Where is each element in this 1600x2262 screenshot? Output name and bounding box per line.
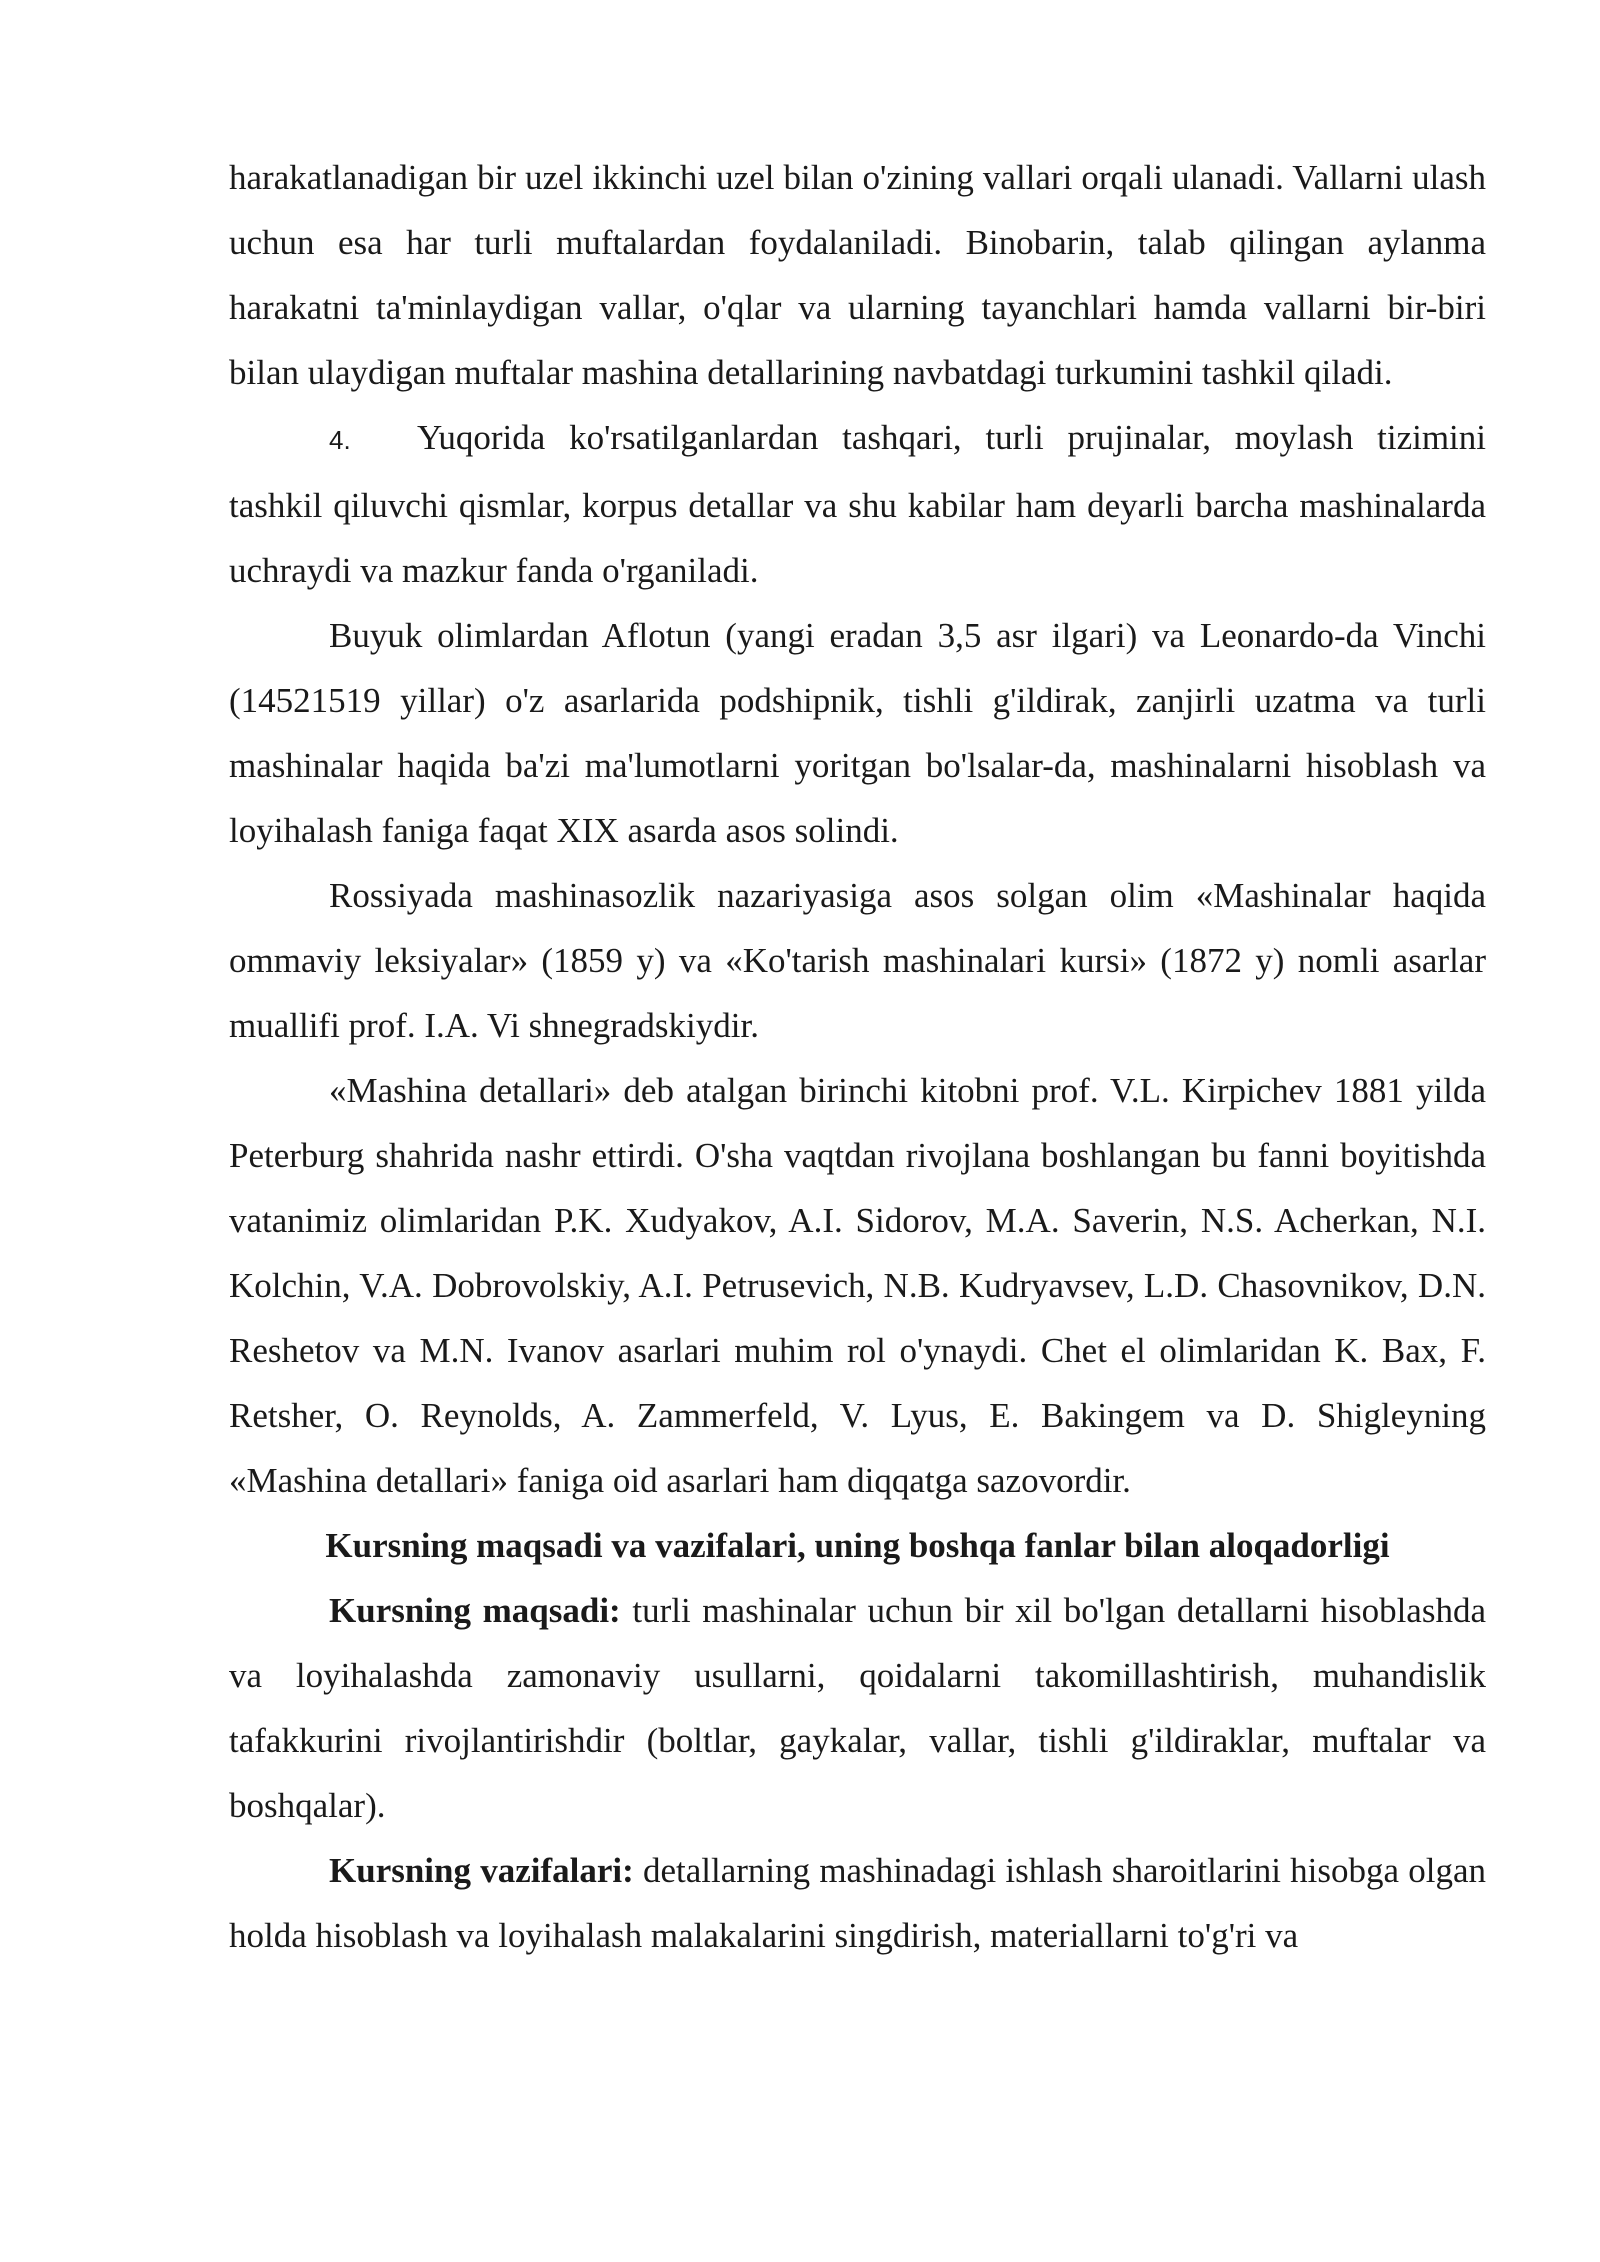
paragraph-vallar: harakatlanadigan bir uzel ikkinchi uzel bilan o'zining vallari orqali ulanadi. Vallarni ulash uchun esa har turli muftalardan foydalaniladi. Binobarin, talab qilingan aylanma harakatni ta'minlaydigan vallar, o'qlar va ularning tayanchlari hamda vallarni bir-biri bilan ulaydigan muftalar mashina detallarining navbatdagi turkumini tashkil qiladi. (229, 158, 1486, 392)
list-number: 4. (329, 425, 351, 455)
section-heading: Kursning maqsadi va vazifalari, uning boshqa fanlar bilan aloqadorligi (325, 1526, 1390, 1565)
paragraph-scientists: «Mashina detallari» deb atalgan birinchi kitobni prof. V.L. Kirpichev 1881 yilda Peterburg shahrida nashr ettirdi. O'sha vaqtdan rivojlana boshlangan bu fanni boyitishda vatanimiz olimlaridan P.K. Xudyakov, A.I. Sidorov, M.A. Saverin, N.S. Acherkan, N.I. Kolchin, V.A. Dobrovolskiy, A.I. Petrusevich, N.B. Kudryavsev, L.D. Chasovnikov, D.N. Reshetov va M.N. Ivanov asarlari muhim rol o'ynaydi. Chet el olimlaridan K. Bax, F. Retsher, O. Reynolds, A. Zammerfeld, V. Lyus, E. Bakingem va D. Shigleyning «Mashina detallari» faniga oid asarlari ham diqqatga sazovordir. (229, 1071, 1486, 1500)
course-tasks-label: Kursning vazifalari: (329, 1851, 634, 1890)
paragraph-course-goal (229, 1578, 1486, 1838)
course-goal-label: Kursning maqsadi: (329, 1591, 621, 1630)
paragraph-russia: Rossiyada mashinasozlik nazariyasiga asos solgan olim «Mashinalar haqida ommaviy leksiyalar» (1859 y) va «Ko'tarish mashinalari kursi» (1872 y) nomli asarlar muallifi prof. I.A. Vi shnegradskiydir. (229, 876, 1486, 1045)
numbered-paragraph-4 (229, 405, 1486, 603)
paragraph-history: Buyuk olimlardan Aflotun (yangi eradan 3,5 asr ilgari) va Leonardo-da Vinchi (14521519 yillar) o'z asarlarida podshipnik, tishli g'ildirak, zanjirli uzatma va turli mashinalar haqida ba'zi ma'lumotlarni yoritgan bo'lsalar-da, mashinalarni hisoblash va loyihalash faniga faqat XIX asarda asos solindi. (229, 616, 1486, 850)
document-page (229, 145, 1486, 1968)
course-tasks-text: detallarning mashinadagi ishlash sharoitlarini hisobga olgan holda hisoblash va loyihalash malakalarini singdirish, materiallarni to'g'ri va (229, 1851, 1486, 1955)
numbered-paragraph-text: Yuqorida ko'rsatilganlardan tashqari, turli prujinalar, moylash tizimini tashkil qiluvchi qismlar, korpus detallar va shu kabilar ham deyarli barcha mashinalarda uchraydi va mazkur fanda o'rganiladi. (229, 418, 1486, 590)
course-goal-text: turli mashinalar uchun bir xil bo'lgan detallarni hisoblashda va loyihalashda zamonaviy usullarni, qoidalarni takomillashtirish, muhandislik tafakkurini rivojlantirishdir (boltlar, gaykalar, vallar, tishli g'ildiraklar, muftalar va boshqalar). (229, 1591, 1486, 1825)
paragraph-course-tasks (229, 1838, 1486, 1968)
